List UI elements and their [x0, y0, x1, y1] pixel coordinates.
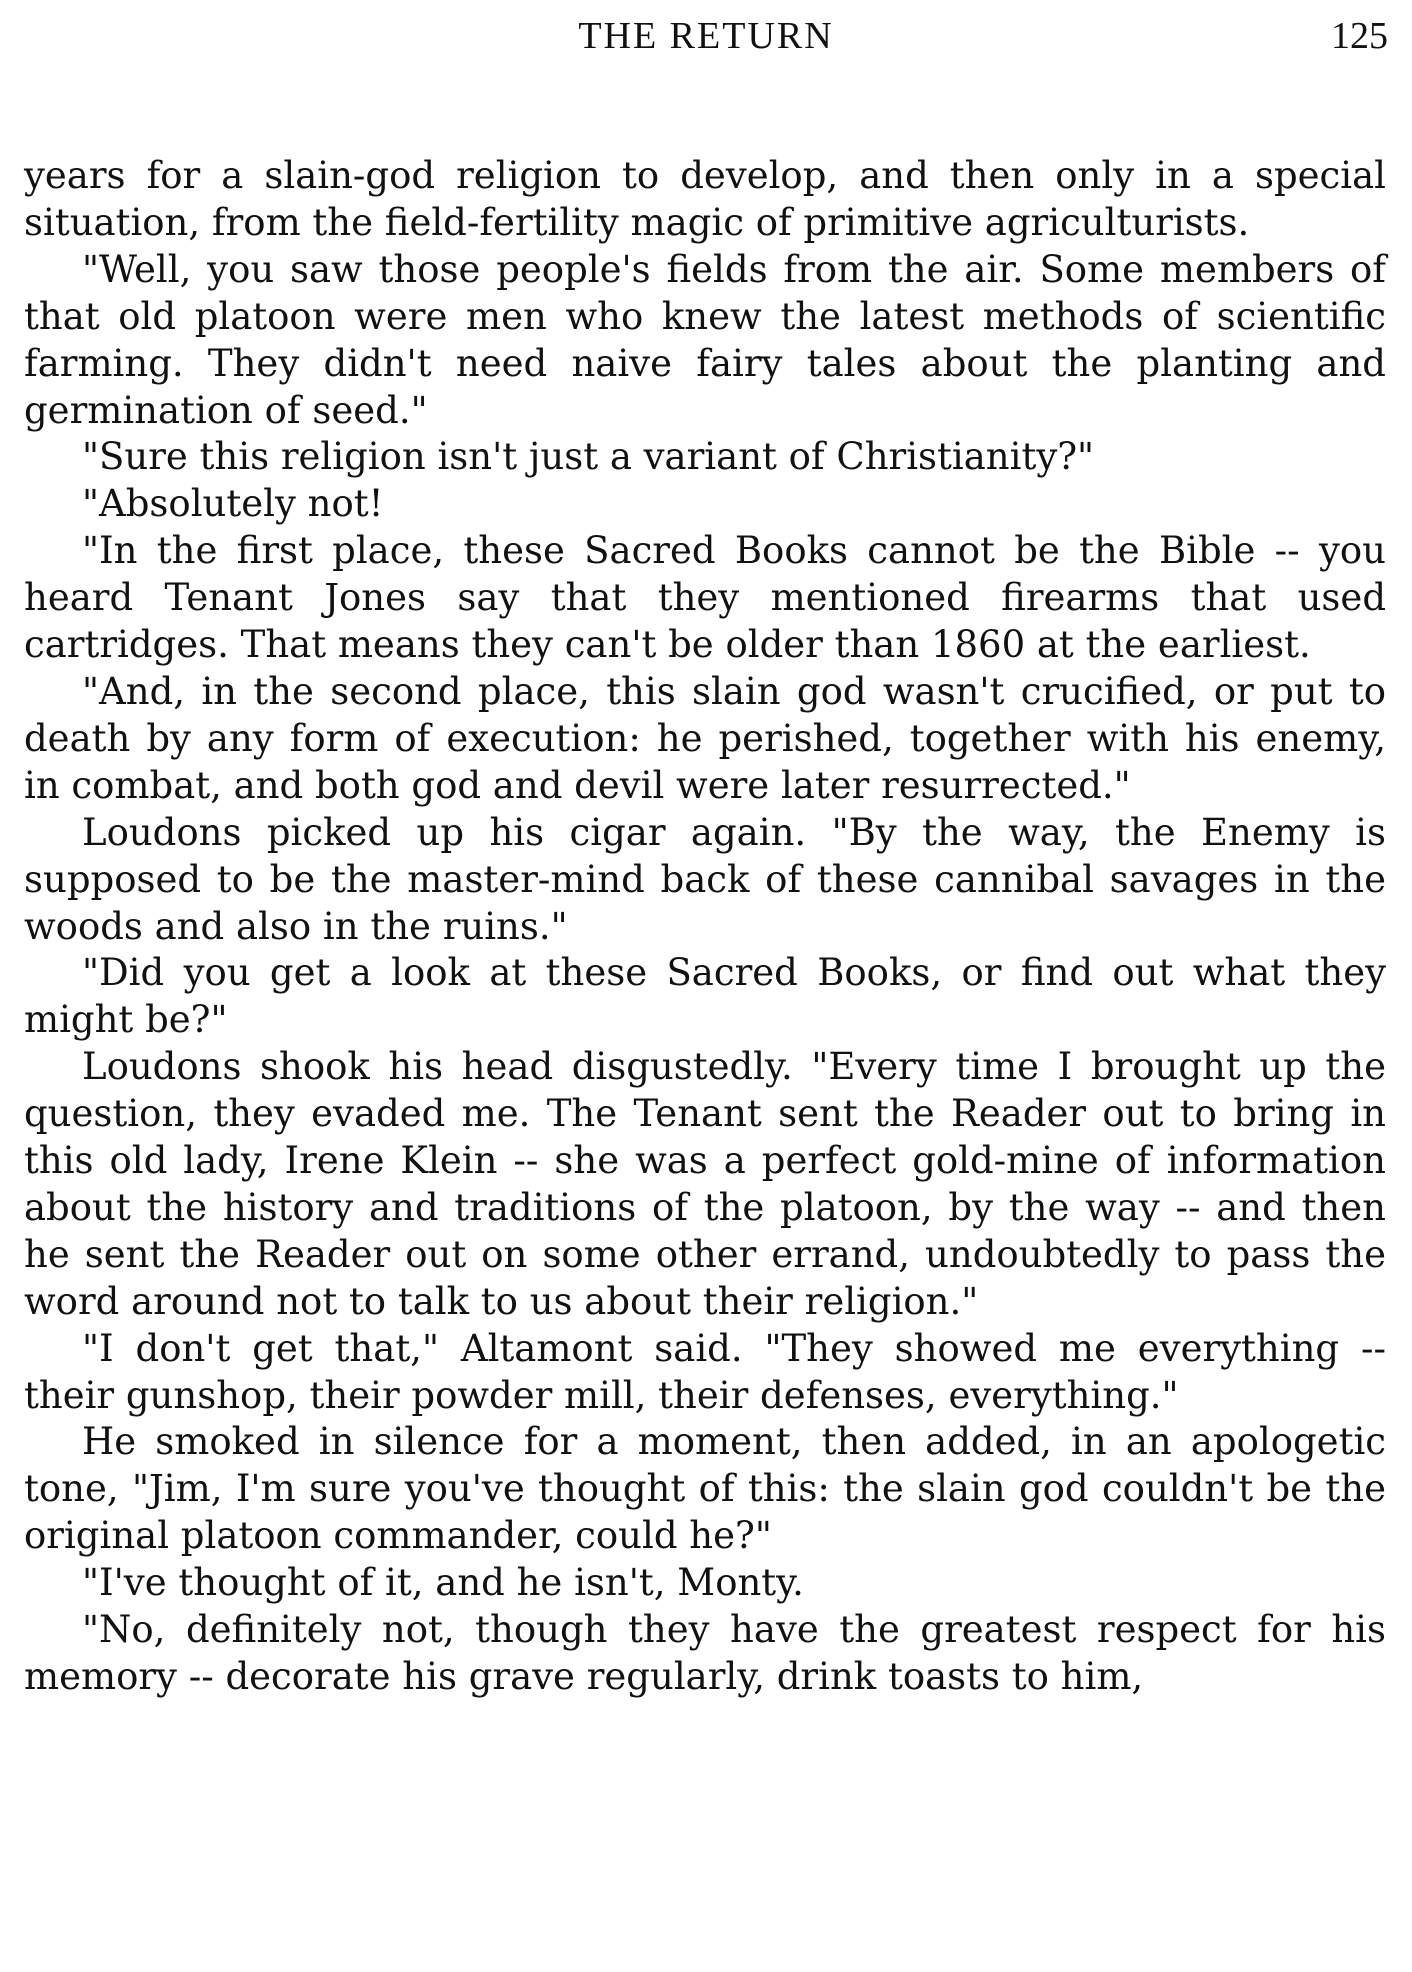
body-text — [24, 153, 1386, 1701]
paragraph: Loudons shook his head disgustedly. "Every time I brought up the question, they evaded me. The Tenant sent the Reader out to bring in this old lady, Irene Klein -- she was a perfect gold-mine of information about the history and traditions of the platoon, by the way -- and then he sent the Reader out on some other errand, undoubtedly to pass the word around not to talk to us about their religion." — [24, 1045, 1386, 1323]
page-number: 125 — [1331, 15, 1388, 57]
paragraph: "Well, you saw those people's fields from the air. Some members of that old platoon were men who knew the latest methods of scientific farming. They didn't need naive fairy tales about the planting and germination of seed." — [24, 247, 1386, 432]
running-header — [0, 14, 1412, 64]
paragraph-continued: years for a slain-god religion to develop, and then only in a special situation, from the field-fertility magic of primitive agriculturists. — [24, 154, 1386, 244]
paragraph: "No, definitely not, though they have the greatest respect for his memory -- decorate his grave regularly, drink toasts to him, — [24, 1608, 1386, 1698]
paragraph: "Absolutely not! — [82, 482, 384, 526]
paragraph: He smoked in silence for a moment, then added, in an apologetic tone, "Jim, I'm sure you've thought of this: the slain god couldn't be the original platoon commander, could he?" — [24, 1420, 1386, 1558]
paragraph: "Sure this religion isn't just a variant of Christianity?" — [82, 435, 1095, 479]
paragraph: "I don't get that," Altamont said. "They showed me everything -- their gunshop, their powder mill, their defenses, everything." — [24, 1326, 1386, 1417]
paragraph: "And, in the second place, this slain god wasn't crucified, or put to death by any form of execution: he perished, together with his enemy, in combat, and both god and devil were later resurrected." — [24, 669, 1386, 807]
paragraph: Loudons picked up his cigar again. "By the way, the Enemy is supposed to be the master-mind back of these cannibal savages in the woods and also in the ruins." — [24, 810, 1386, 948]
running-title: THE RETURN — [578, 15, 834, 57]
paragraph: "In the first place, these Sacred Books cannot be the Bible -- you heard Tenant Jones say that they mentioned firearms that used cartridges. That means they can't be older than 1860 at the earliest. — [24, 529, 1386, 667]
paragraph: "Did you get a look at these Sacred Books, or find out what they might be?" — [24, 951, 1386, 1042]
paragraph: "I've thought of it, and he isn't, Monty. — [82, 1561, 804, 1605]
